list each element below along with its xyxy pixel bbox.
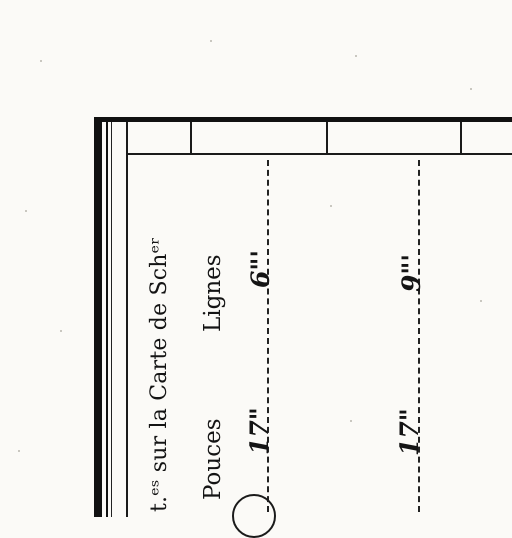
label-pouces: Pouces (200, 418, 226, 500)
frame-left-rule (106, 122, 108, 517)
header-column-divider (460, 122, 462, 155)
frame-left-rule (111, 122, 112, 517)
paper-speckle (355, 55, 357, 57)
paper-speckle (470, 88, 472, 90)
circle-mark (232, 494, 276, 538)
table-title: t.ᵉˢ sur la Carte de Schᵉʳ (147, 236, 172, 512)
header-column-divider (326, 122, 328, 155)
dashed-column-line (267, 160, 269, 512)
frame-top-border (94, 117, 512, 122)
value-pouces-2: 17" (395, 408, 424, 456)
paper-speckle (60, 330, 62, 332)
value-pouces-1: 17" (245, 407, 274, 455)
paper-speckle (18, 450, 20, 452)
value-lignes-1: 6"' (246, 249, 275, 288)
frame-left-border (94, 117, 102, 517)
header-column-divider (190, 122, 192, 155)
header-row-rule (126, 153, 512, 155)
value-lignes-2: 9"' (397, 253, 426, 292)
paper-speckle (210, 40, 212, 42)
paper-speckle (40, 60, 42, 62)
label-lignes: Lignes (200, 254, 226, 332)
frame-inner-rule (126, 122, 128, 517)
paper-speckle (25, 210, 27, 212)
dashed-column-line (418, 160, 420, 512)
